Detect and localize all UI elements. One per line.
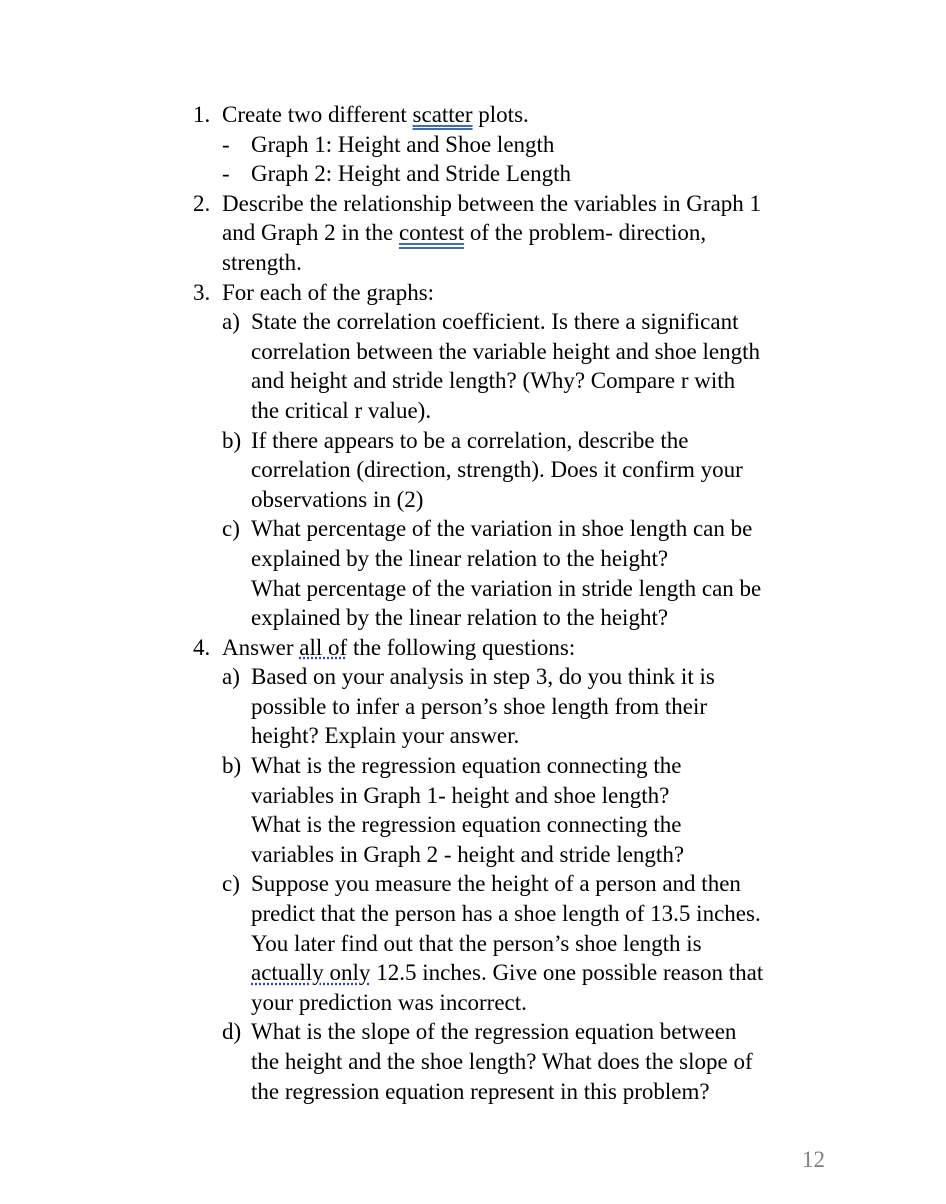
grammar-flag: all of bbox=[299, 634, 348, 660]
sub-text: What is the regression equation connecting the variables in Graph 1- height and shoe length? What is the regression equation connecting the variables in Graph 2 - height and stride length? bbox=[251, 753, 685, 867]
sub-text: What percentage of the variation in shoe length can be explained by the linear relation to the height? What percentage of the variation in stride length can be explained by the linear relation to the height? bbox=[251, 516, 762, 631]
sub-text: Based on your analysis in step 3, do you think it is possible to infer a person’s shoe length from their height? Explain your answer. bbox=[251, 664, 715, 749]
item-number: 3. bbox=[193, 279, 211, 305]
bullet-item bbox=[222, 130, 833, 160]
grammar-flag: actually only bbox=[251, 960, 371, 986]
sub-letter: b) bbox=[222, 753, 242, 779]
bullet-item bbox=[222, 159, 833, 189]
sub-text: State the correlation coefficient. Is there a significant correlation between the variable height and shoe length and height and stride length? (Why? Compare r with the critical r value). bbox=[251, 309, 760, 423]
item-text: Describe the relationship between the variables in Graph 1 and Graph 2 in the contest of the problem- direction, strength. bbox=[222, 190, 762, 275]
sub-item-4a bbox=[222, 662, 833, 751]
list-item-3 bbox=[193, 278, 833, 308]
sub-text: What is the slope of the regression equation between the height and the shoe length? What does the slope of the regression equation represent in this problem? bbox=[251, 1019, 753, 1104]
sub-text: If there appears to be a correlation, describe the correlation (direction, strength). Does it confirm your observations in (2) bbox=[251, 427, 743, 512]
sub-letter: a) bbox=[222, 664, 240, 690]
spelling-flag: scatter bbox=[412, 102, 473, 127]
list-item-2 bbox=[193, 189, 833, 278]
list-item-4 bbox=[193, 633, 833, 663]
list-item-1 bbox=[193, 100, 833, 130]
sub-item-4d bbox=[222, 1017, 833, 1106]
bullet-text: Graph 1: Height and Shoe length bbox=[251, 131, 555, 157]
sub-letter: c) bbox=[222, 516, 240, 542]
item-text: Create two different scatter plots. bbox=[222, 102, 529, 127]
item-number: 4. bbox=[193, 634, 211, 660]
sub-letter: a) bbox=[222, 309, 240, 335]
bullet-dash: - bbox=[222, 161, 230, 187]
sub-text: Suppose you measure the height of a person and then predict that the person has a shoe length of 13.5 inches. You later find out that the person’s shoe length is actually only 12.5 inches. Give one possible reason that your prediction was incorrect. bbox=[251, 871, 764, 1015]
item-text: Answer all of the following questions: bbox=[222, 634, 576, 660]
bullet-text: Graph 2: Height and Stride Length bbox=[251, 161, 572, 187]
document-body bbox=[193, 100, 833, 1106]
sub-item-3b bbox=[222, 426, 833, 515]
page-number: 12 bbox=[802, 1147, 825, 1172]
sub-letter: b) bbox=[222, 427, 242, 453]
bullet-dash: - bbox=[222, 131, 230, 157]
sub-item-4c bbox=[222, 869, 833, 1017]
sub-letter: c) bbox=[222, 871, 240, 897]
item-text: For each of the graphs: bbox=[222, 279, 435, 305]
item-number: 2. bbox=[193, 190, 211, 216]
sub-item-3a bbox=[222, 307, 833, 425]
sub-item-4b bbox=[222, 751, 833, 869]
sub-item-3c bbox=[222, 514, 833, 632]
item-number: 1. bbox=[193, 102, 211, 127]
sub-letter: d) bbox=[222, 1019, 242, 1045]
spelling-flag: contest bbox=[398, 220, 465, 246]
